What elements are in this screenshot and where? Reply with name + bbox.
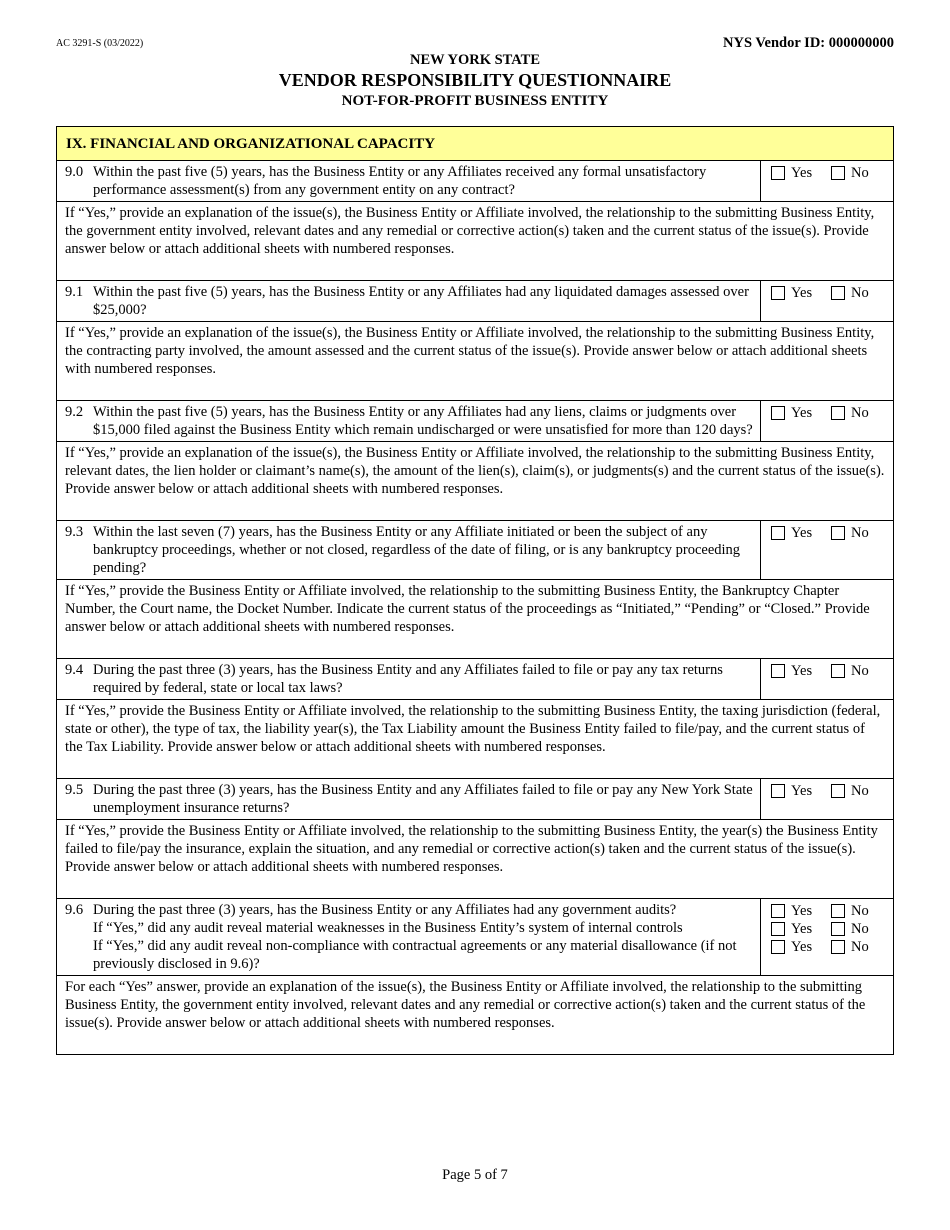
- question-text: Within the past five (5) years, has the Business Entity or any Affiliates received any formal unsatisfactory performance assessment(s) from any government entity on any contract?: [93, 164, 707, 198]
- state-heading: NEW YORK STATE: [410, 52, 540, 68]
- explanation-cell[interactable]: [57, 820, 893, 899]
- answer-space[interactable]: [65, 636, 885, 658]
- yes-label: Yes: [791, 525, 813, 541]
- yes-label: Yes: [791, 903, 813, 919]
- form-code: AC 3291-S (03/2022): [56, 38, 144, 49]
- no-label: No: [851, 783, 869, 799]
- no-option: [831, 164, 869, 182]
- no-option: [831, 662, 869, 680]
- question-text: Within the past five (5) years, has the Business Entity or any Affiliates had any liquidated damages assessed over $25,000?: [93, 284, 749, 318]
- title-block: [0, 52, 950, 110]
- answer-cell: [761, 281, 893, 321]
- question-text-cell: [57, 281, 761, 321]
- answer-space[interactable]: [65, 756, 885, 778]
- explanation-text: If “Yes,” provide an explanation of the issue(s), the Business Entity or Affiliate involved, the relationship to the submitting Business Entity, the contracting party involved, the amount assessed and the current status of the issue(s). Provide answer below or attach additional sheets with numbered responses.: [65, 325, 875, 377]
- yes-checkbox[interactable]: [771, 922, 785, 936]
- answer-line: [771, 662, 893, 680]
- no-option: [831, 524, 869, 542]
- answer-cell: [761, 659, 893, 699]
- yes-checkbox[interactable]: [771, 166, 785, 180]
- yes-checkbox[interactable]: [771, 664, 785, 678]
- yes-checkbox[interactable]: [771, 904, 785, 918]
- answer-cell: [761, 521, 893, 579]
- explanation-cell[interactable]: [57, 442, 893, 521]
- yes-option: [771, 938, 831, 956]
- explanation-text: If “Yes,” provide an explanation of the issue(s), the Business Entity or Affiliate involved, the relationship to the submitting Business Entity, the government entity involved, relevant dates and any remedial or corrective action(s) taken and the current status of the issue(s). Provide answer below or attach additional sheets with numbered responses.: [65, 205, 875, 257]
- question-number: 9.3: [65, 524, 84, 540]
- form-title: VENDOR RESPONSIBILITY QUESTIONNAIRE: [278, 70, 672, 90]
- yes-option: [771, 662, 831, 680]
- no-checkbox[interactable]: [831, 904, 845, 918]
- explanation-text: For each “Yes” answer, provide an explanation of the issue(s), the Business Entity or Affiliate involved, the relationship to the submitting Business Entity, the government entity involved, relevant dates and any remedial or corrective action(s) taken and the current status of the issue(s). Provide answer below or attach additional sheets with numbered responses.: [65, 979, 866, 1031]
- yes-label: Yes: [791, 921, 813, 937]
- no-option: [831, 782, 869, 800]
- question-line: If “Yes,” did any audit reveal non-compliance with contractual agreements or any material disallowance (if not previously disclosed in 9.6)?: [93, 938, 737, 972]
- answer-line: [771, 920, 893, 938]
- yes-label: Yes: [791, 405, 813, 421]
- question-number: 9.0: [65, 164, 84, 180]
- question-number: 9.1: [65, 284, 84, 300]
- answer-cell: [761, 899, 893, 975]
- yes-checkbox[interactable]: [771, 406, 785, 420]
- no-checkbox[interactable]: [831, 940, 845, 954]
- explanation-cell[interactable]: [57, 700, 893, 779]
- explanation-text: If “Yes,” provide the Business Entity or Affiliate involved, the relationship to the submitting Business Entity, the Bankruptcy Chapter Number, the Court name, the Docket Number. Indicate the current status of the proceedings as “Initiated,” “Pending” or “Closed.” Provide answer below or attach additional sheets with numbered responses.: [65, 583, 870, 635]
- no-label: No: [851, 903, 869, 919]
- question-text-cell: [57, 659, 761, 699]
- yes-label: Yes: [791, 783, 813, 799]
- no-checkbox[interactable]: [831, 664, 845, 678]
- yes-option: [771, 164, 831, 182]
- answer-cell: [761, 779, 893, 819]
- explanation-cell[interactable]: [57, 202, 893, 281]
- question-row: [57, 659, 893, 700]
- yes-label: Yes: [791, 663, 813, 679]
- question-row: [57, 401, 893, 442]
- yes-checkbox[interactable]: [771, 286, 785, 300]
- explanation-text: If “Yes,” provide the Business Entity or Affiliate involved, the relationship to the submitting Business Entity, the year(s) the Business Entity failed to file/pay the insurance, explain the situation, and any remedial or corrective action(s) taken and the current status of the issue(s). Provide answer below or attach additional sheets with numbered responses.: [65, 823, 878, 875]
- yes-option: [771, 902, 831, 920]
- no-label: No: [851, 285, 869, 301]
- yes-option: [771, 404, 831, 422]
- yes-option: [771, 524, 831, 542]
- yes-label: Yes: [791, 939, 813, 955]
- question-number: 9.2: [65, 404, 84, 420]
- question-text: Within the last seven (7) years, has the Business Entity or any Affiliate initiated or been the subject of any bankruptcy proceedings, whether or not closed, regardless of the date of filing, or is any bankruptcy proceeding pending?: [93, 524, 741, 576]
- explanation-text: If “Yes,” provide the Business Entity or Affiliate involved, the relationship to the submitting Business Entity, the taxing jurisdiction (federal, state or other), the type of tax, the liability year(s), the Tax Liability amount the Business Entity failed to file/pay, and the current status of the Tax Liability. Provide answer below or attach additional sheets with numbered responses.: [65, 703, 881, 755]
- no-checkbox[interactable]: [831, 526, 845, 540]
- answer-line: [771, 938, 893, 956]
- no-label: No: [851, 921, 869, 937]
- no-checkbox[interactable]: [831, 166, 845, 180]
- answer-space[interactable]: [65, 258, 885, 280]
- question-text: During the past three (3) years, has the Business Entity and any Affiliates failed to file or pay any tax returns required by federal, state or local tax laws?: [93, 662, 723, 696]
- explanation-text: If “Yes,” provide an explanation of the issue(s), the Business Entity or Affiliate involved, the relationship to the submitting Business Entity, relevant dates, the lien holder or claimant’s name(s), the amount of the lien(s), claim(s), or judgments(s) and the current status of the issue(s). Provide answer below or attach additional sheets with numbered responses.: [65, 445, 885, 497]
- question-text-cell: [57, 779, 761, 819]
- answer-line: [771, 164, 893, 182]
- question-line: During the past three (3) years, has the Business Entity or any Affiliates had any government audits?: [93, 902, 677, 918]
- answer-cell: [761, 161, 893, 201]
- no-option: [831, 404, 869, 422]
- question-line: If “Yes,” did any audit reveal material weaknesses in the Business Entity’s system of internal controls: [93, 920, 683, 936]
- question-number: 9.6: [65, 902, 84, 918]
- no-checkbox[interactable]: [831, 406, 845, 420]
- no-checkbox[interactable]: [831, 922, 845, 936]
- no-label: No: [851, 525, 869, 541]
- question-row: [57, 521, 893, 580]
- yes-checkbox[interactable]: [771, 784, 785, 798]
- questionnaire-table: [56, 126, 894, 1055]
- yes-option: [771, 284, 831, 302]
- question-text-cell: [57, 401, 761, 441]
- no-checkbox[interactable]: [831, 286, 845, 300]
- yes-option: [771, 920, 831, 938]
- form-subtitle: NOT-FOR-PROFIT BUSINESS ENTITY: [341, 93, 609, 109]
- question-body: [93, 901, 754, 973]
- answer-line: [771, 284, 893, 302]
- yes-label: Yes: [791, 165, 813, 181]
- question-text: Within the past five (5) years, has the Business Entity or any Affiliates had any liens, claims or judgments over $15,000 filed against the Business Entity which remain undischarged or were unsatisfied for more than 120 days?: [93, 404, 753, 438]
- vendor-id: NYS Vendor ID: 000000000: [723, 35, 894, 51]
- question-text-cell: [57, 161, 761, 201]
- no-label: No: [851, 405, 869, 421]
- question-text: During the past three (3) years, has the Business Entity and any Affiliates failed to file or pay any New York State unemployment insurance returns?: [93, 782, 753, 816]
- section-header: IX. FINANCIAL AND ORGANIZATIONAL CAPACITY: [57, 127, 893, 161]
- explanation-cell[interactable]: [57, 322, 893, 401]
- answer-space[interactable]: [65, 498, 885, 520]
- answer-space[interactable]: [65, 378, 885, 400]
- explanation-cell[interactable]: [57, 580, 893, 659]
- no-label: No: [851, 663, 869, 679]
- no-checkbox[interactable]: [831, 784, 845, 798]
- question-row: [57, 779, 893, 820]
- answer-space[interactable]: [65, 876, 885, 898]
- yes-label: Yes: [791, 285, 813, 301]
- answer-line: [771, 782, 893, 800]
- question-row: [57, 281, 893, 322]
- yes-option: [771, 782, 831, 800]
- question-number: 9.4: [65, 662, 84, 678]
- question-number: 9.5: [65, 782, 84, 798]
- questions-container: [57, 161, 893, 899]
- question-text-cell: [57, 521, 761, 579]
- no-option: [831, 902, 869, 920]
- answer-line: [771, 404, 893, 422]
- answer-cell: [761, 401, 893, 441]
- no-label: No: [851, 939, 869, 955]
- no-option: [831, 938, 869, 956]
- no-label: No: [851, 165, 869, 181]
- question-row: [57, 161, 893, 202]
- explanation-cell-9-6[interactable]: [57, 976, 893, 1054]
- question-text-cell: [57, 899, 761, 975]
- no-option: [831, 920, 869, 938]
- page-number: Page 5 of 7: [442, 1167, 508, 1183]
- yes-checkbox[interactable]: [771, 940, 785, 954]
- answer-line: [771, 902, 893, 920]
- answer-space[interactable]: [65, 1032, 885, 1054]
- no-option: [831, 284, 869, 302]
- question-row-9-6: [57, 899, 893, 976]
- answer-line: [771, 524, 893, 542]
- yes-checkbox[interactable]: [771, 526, 785, 540]
